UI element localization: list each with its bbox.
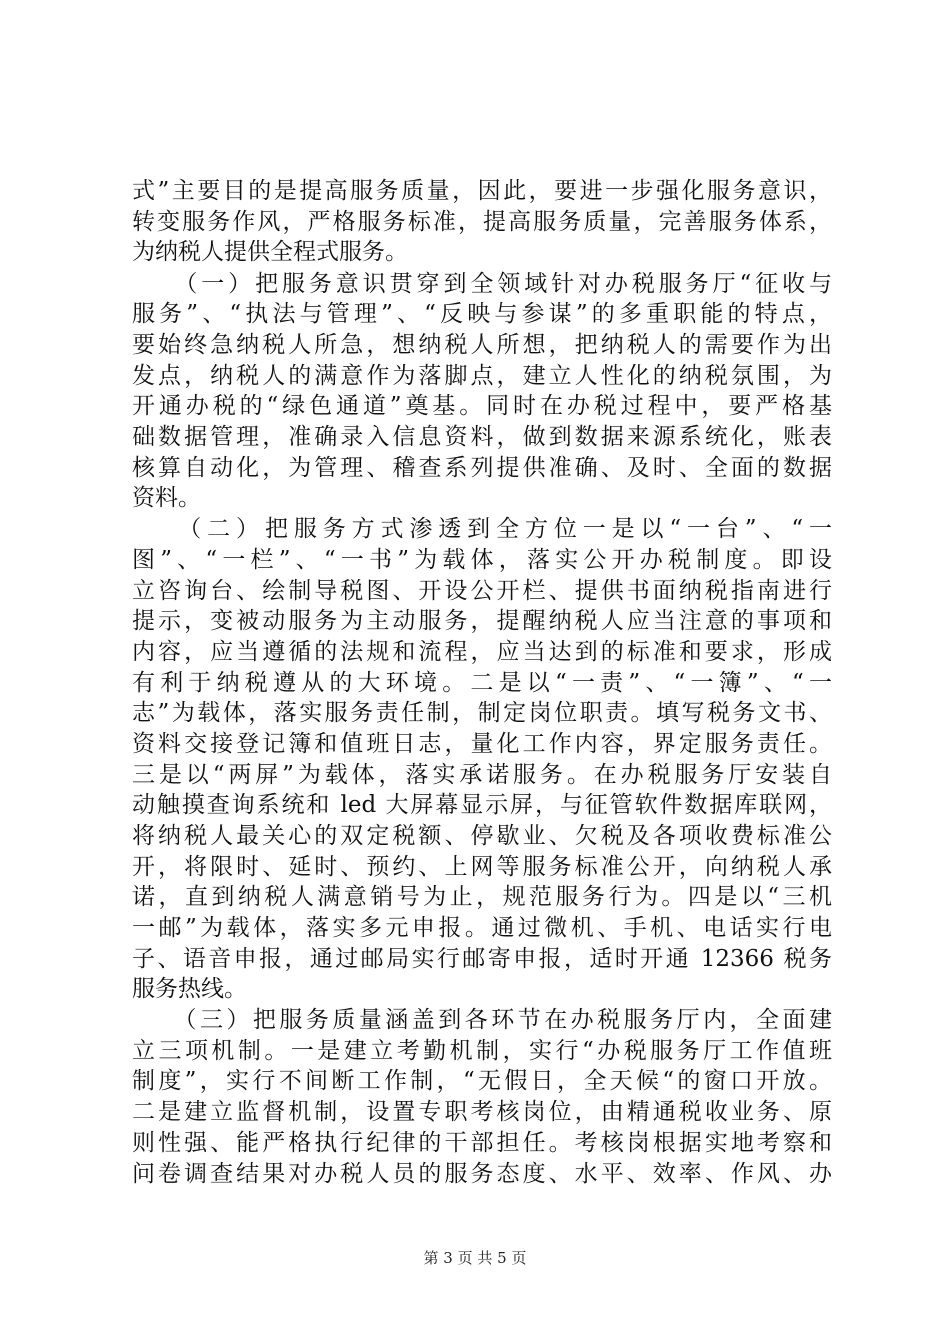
text-line: 动触摸查询系统和 led 大屏幕显示屏，与征管软件数据库联网，: [132, 792, 832, 818]
text-line: 一邮”为载体，落实多元申报。通过微机、手机、电话实行电: [132, 915, 832, 941]
text-line: 二是建立监督机制，设置专职考核岗位，由精通税收业务、原: [132, 1099, 832, 1125]
text-line: 开，将限时、延时、预约、上网等服务标准公开，向纳税人承: [132, 854, 832, 880]
text-line: 图”、“一栏”、“一书”为载体，落实公开办税制度。即设: [132, 547, 832, 573]
text-line: 开通办税的“绿色通道”奠基。同时在办税过程中，要严格基: [132, 393, 832, 419]
text-line: 三是以“两屏”为载体，落实承诺服务。在办税服务厅安装自: [132, 762, 832, 788]
text-line: 要始终急纳税人所急，想纳税人所想，把纳税人的需要作为出: [132, 332, 832, 358]
text-line: 制度”，实行不间断工作制，“无假日，全天候“的窗口开放。: [132, 1068, 832, 1094]
page-number-footer: 第 3 页 共 5 页: [423, 1249, 527, 1267]
text-line: 资料交接登记簿和值班日志，量化工作内容，界定服务责任。: [132, 731, 832, 757]
text-line: 有利于纳税遵从的大环境。二是以“一责”、“一簿”、“一: [132, 670, 832, 696]
text-line: 诺，直到纳税人满意销号为止，规范服务行为。四是以“三机: [132, 884, 832, 910]
text-line: 转变服务作风，严格服务标准，提高服务质量，完善服务体系，: [132, 209, 832, 235]
text-line: 为纳税人提供全程式服务。: [132, 239, 408, 265]
text-line: 将纳税人最关心的双定税额、停歇业、欠税及各项收费标准公: [132, 823, 832, 849]
text-line: 式”主要目的是提高服务质量，因此，要进一步强化服务意识，: [132, 178, 832, 204]
text-line: 则性强、能严格执行纪律的干部担任。考核岗根据实地考察和: [132, 1130, 832, 1156]
text-line: 发点，纳税人的满意作为落脚点，建立人性化的纳税氛围，为: [132, 363, 832, 389]
text-line: 立咨询台、绘制导税图、开设公开栏、提供书面纳税指南进行: [132, 578, 832, 604]
text-line: 核算自动化，为管理、稽查系列提供准确、及时、全面的数据: [132, 455, 832, 481]
text-line: 子、语音申报，通过邮局实行邮寄申报，适时开通 12366 税务: [132, 946, 832, 972]
text-line: （二）把服务方式渗透到全方位一是以“一台”、“一: [132, 516, 832, 542]
text-line: 服务热线。: [132, 976, 247, 1002]
text-line: 础数据管理，准确录入信息资料，做到数据来源系统化，账表: [132, 424, 832, 450]
text-line: 志”为载体，落实服务责任制，制定岗位职责。填写税务文书、: [132, 700, 832, 726]
text-line: 服务”、“执法与管理”、“反映与参谋”的多重职能的特点，: [132, 301, 832, 327]
text-line: 立三项机制。一是建立考勤机制，实行“办税服务厅工作值班: [132, 1038, 832, 1064]
text-line: 内容，应当遵循的法规和流程，应当达到的标准和要求，形成: [132, 639, 832, 665]
text-line: 资料。: [132, 485, 201, 511]
text-line: （一）把服务意识贯穿到全领域针对办税服务厅“征收与: [132, 271, 832, 297]
text-line: 问卷调查结果对办税人员的服务态度、水平、效率、作风、办: [132, 1161, 832, 1187]
text-line: 提示，变被动服务为主动服务，提醒纳税人应当注意的事项和: [132, 608, 832, 634]
text-line: （三）把服务质量涵盖到各环节在办税服务厅内，全面建: [132, 1007, 832, 1033]
